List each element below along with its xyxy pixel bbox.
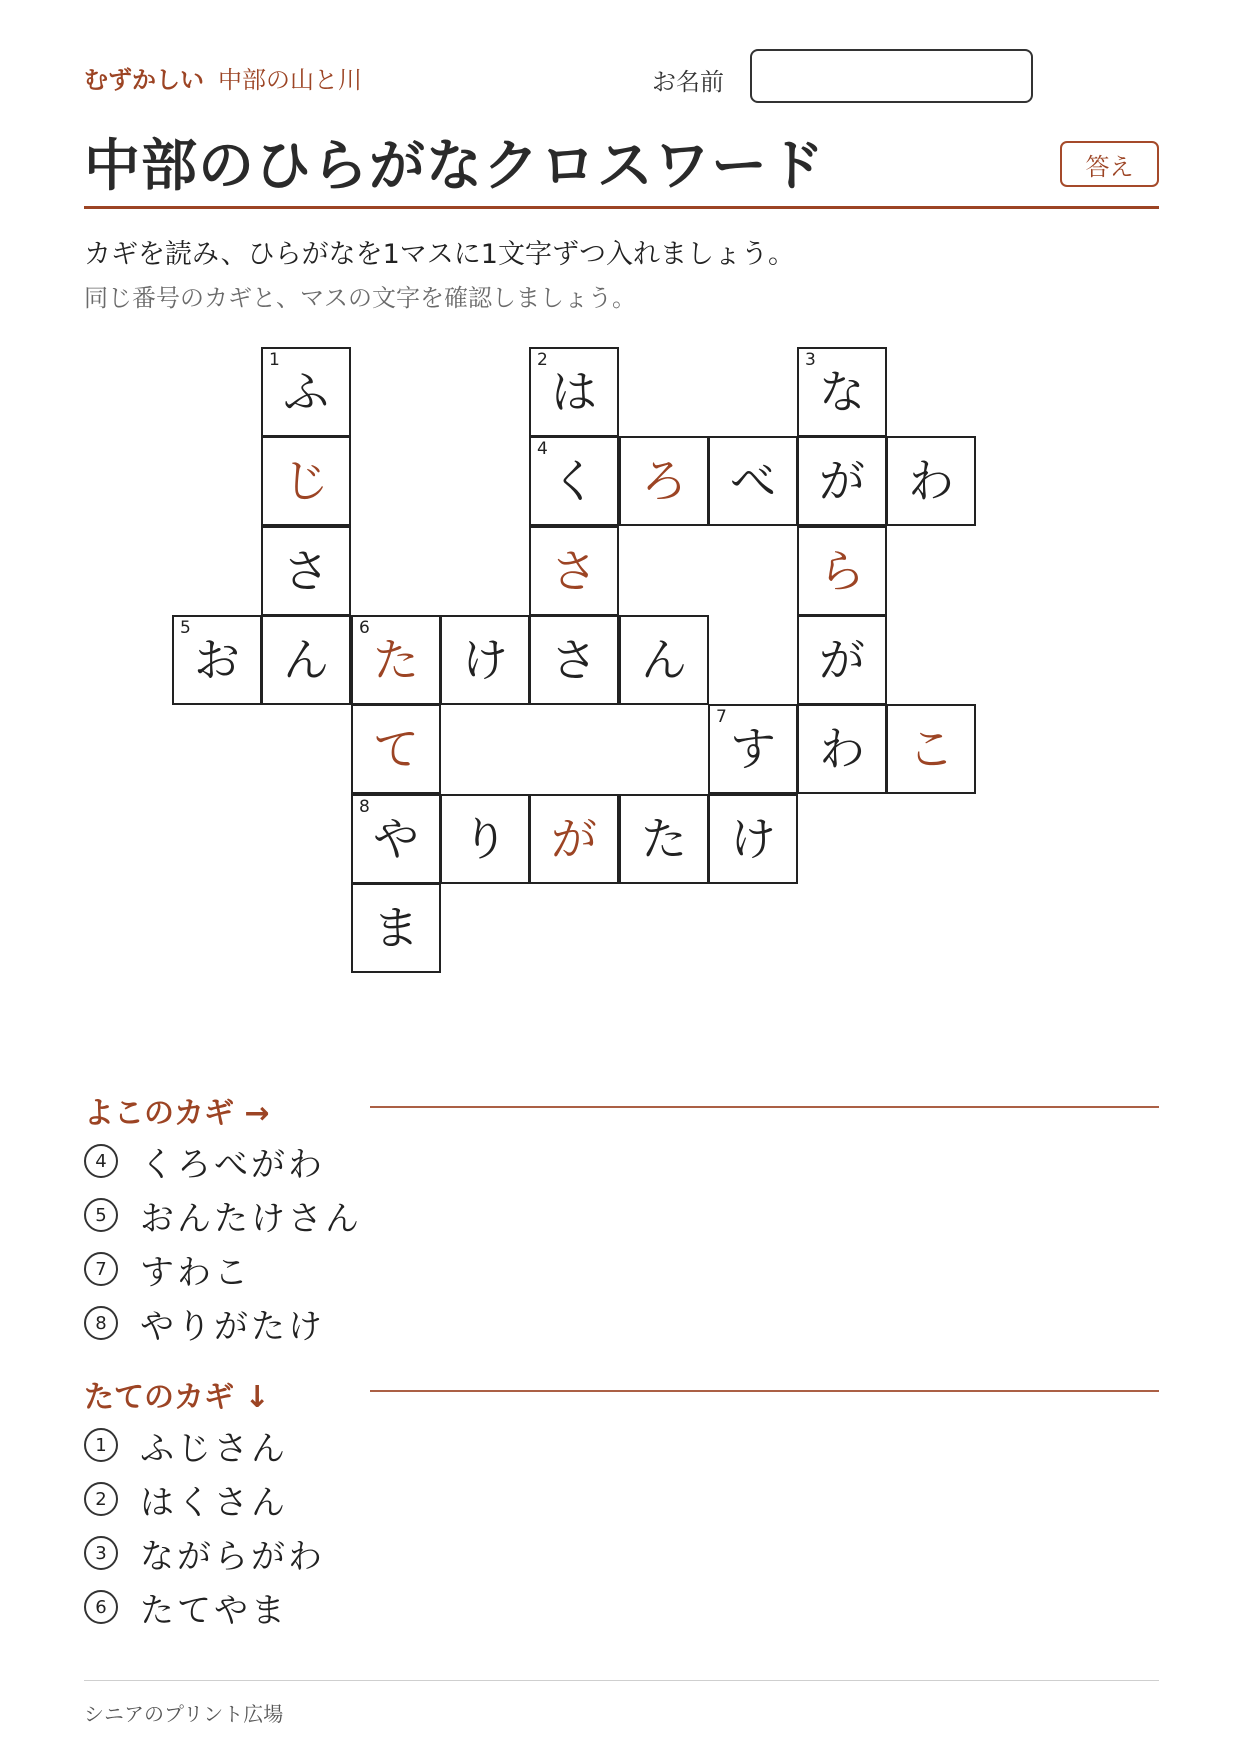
clue-number-badge: 4 [84, 1144, 118, 1178]
grid-cell[interactable] [351, 883, 441, 973]
across-clue-item [84, 1188, 362, 1242]
down-clue-list [84, 1418, 325, 1634]
cell-character: が [819, 633, 865, 687]
down-clues-heading: たてのカギ ↓ [84, 1380, 270, 1415]
clue-number-badge: 8 [84, 1306, 118, 1340]
clue-text: たてやま [140, 1590, 288, 1631]
down-clue-item [84, 1418, 325, 1472]
grid-cell[interactable] [797, 615, 887, 705]
grid-cell[interactable] [351, 615, 441, 705]
grid-cell[interactable] [529, 615, 619, 705]
cell-character: さ [283, 544, 329, 598]
grid-cell[interactable] [261, 347, 351, 437]
page-title: 中部のひらがなクロスワード [84, 134, 825, 199]
cell-number: 4 [537, 439, 548, 459]
grid-cell[interactable] [261, 526, 351, 616]
grid-cell[interactable] [797, 704, 887, 794]
grid-cell[interactable] [529, 794, 619, 884]
cell-character: が [819, 454, 865, 508]
cell-character: す [730, 722, 776, 776]
cell-character: じ [283, 454, 329, 508]
grid-cell[interactable] [440, 615, 530, 705]
cell-number: 3 [805, 350, 816, 370]
answer-button[interactable]: 答え [1060, 141, 1159, 187]
cell-character: く [551, 454, 597, 508]
cell-character: け [730, 812, 776, 866]
instruction-main: カギを読み、ひらがなを1マスに1文字ずつ入れましょう。 [84, 239, 795, 270]
across-heading-rule [370, 1106, 1159, 1108]
clue-number-badge: 2 [84, 1482, 118, 1516]
cell-character: さ [551, 633, 597, 687]
title-divider [84, 206, 1159, 209]
grid-cell[interactable] [261, 436, 351, 526]
cell-number: 2 [537, 350, 548, 370]
grid-cell[interactable] [797, 347, 887, 437]
cell-character: け [462, 633, 508, 687]
clue-text: おんたけさん [140, 1198, 362, 1239]
difficulty-label: むずかしい [84, 66, 204, 94]
grid-cell[interactable] [529, 436, 619, 526]
grid-cell[interactable] [351, 794, 441, 884]
cell-character: ら [819, 544, 865, 598]
cell-character: べ [730, 454, 776, 508]
clue-number-badge: 1 [84, 1428, 118, 1462]
name-label: お名前 [652, 68, 724, 96]
grid-cell[interactable] [797, 526, 887, 616]
grid-cell[interactable] [886, 704, 976, 794]
grid-cell[interactable] [708, 436, 798, 526]
cell-character: ふ [283, 365, 329, 419]
cell-character: ま [373, 901, 419, 955]
clue-number-badge: 5 [84, 1198, 118, 1232]
down-clue-item [84, 1526, 325, 1580]
cell-character: や [373, 812, 419, 866]
grid-cell[interactable] [529, 526, 619, 616]
level-label [84, 60, 362, 95]
grid-cell[interactable] [261, 615, 351, 705]
cell-character: わ [819, 722, 865, 776]
clue-text: やりがたけ [140, 1306, 325, 1347]
across-clues-heading: よこのカギ → [84, 1096, 270, 1131]
cell-character: り [462, 812, 508, 866]
grid-cell[interactable] [797, 436, 887, 526]
across-clue-item [84, 1296, 362, 1350]
clue-text: はくさん [140, 1482, 288, 1523]
clue-number-badge: 3 [84, 1536, 118, 1570]
cell-character: ろ [641, 454, 687, 508]
cell-number: 6 [359, 618, 370, 638]
grid-cell[interactable] [886, 436, 976, 526]
cell-number: 5 [180, 618, 191, 638]
cell-character: た [373, 633, 419, 687]
clue-text: ふじさん [140, 1428, 288, 1469]
cell-number: 7 [716, 707, 727, 727]
down-heading-rule [370, 1390, 1159, 1392]
cell-character: ん [283, 633, 329, 687]
clue-text: すわこ [140, 1252, 251, 1293]
grid-cell[interactable] [619, 794, 709, 884]
footer-divider [84, 1680, 1159, 1681]
category-label: 中部の山と川 [218, 66, 362, 94]
grid-cell[interactable] [440, 794, 530, 884]
across-clue-list [84, 1134, 362, 1350]
cell-character: て [373, 722, 419, 776]
footer-credit: シニアのプリント広場 [84, 1702, 284, 1726]
cell-character: お [194, 633, 240, 687]
clue-text: くろべがわ [140, 1144, 325, 1185]
grid-cell[interactable] [351, 704, 441, 794]
across-clue-item [84, 1242, 362, 1296]
grid-cell[interactable] [619, 436, 709, 526]
grid-cell[interactable] [708, 794, 798, 884]
cell-character: は [551, 365, 597, 419]
cell-character: こ [908, 722, 954, 776]
cell-character: ん [641, 633, 687, 687]
name-input[interactable] [750, 49, 1033, 103]
down-clue-item [84, 1580, 325, 1634]
down-clue-item [84, 1472, 325, 1526]
grid-cell[interactable] [529, 347, 619, 437]
cell-character: わ [908, 454, 954, 508]
cell-number: 1 [269, 350, 280, 370]
cell-number: 8 [359, 797, 370, 817]
clue-text: ながらがわ [140, 1536, 325, 1577]
grid-cell[interactable] [619, 615, 709, 705]
cell-character: た [641, 812, 687, 866]
grid-cell[interactable] [172, 615, 262, 705]
grid-cell[interactable] [708, 704, 798, 794]
cell-character: が [551, 812, 597, 866]
clue-number-badge: 6 [84, 1590, 118, 1624]
instruction-sub: 同じ番号のカギと、マスの文字を確認しましょう。 [84, 284, 636, 312]
clue-number-badge: 7 [84, 1252, 118, 1286]
across-clue-item [84, 1134, 362, 1188]
cell-character: な [819, 365, 865, 419]
cell-character: さ [551, 544, 597, 598]
